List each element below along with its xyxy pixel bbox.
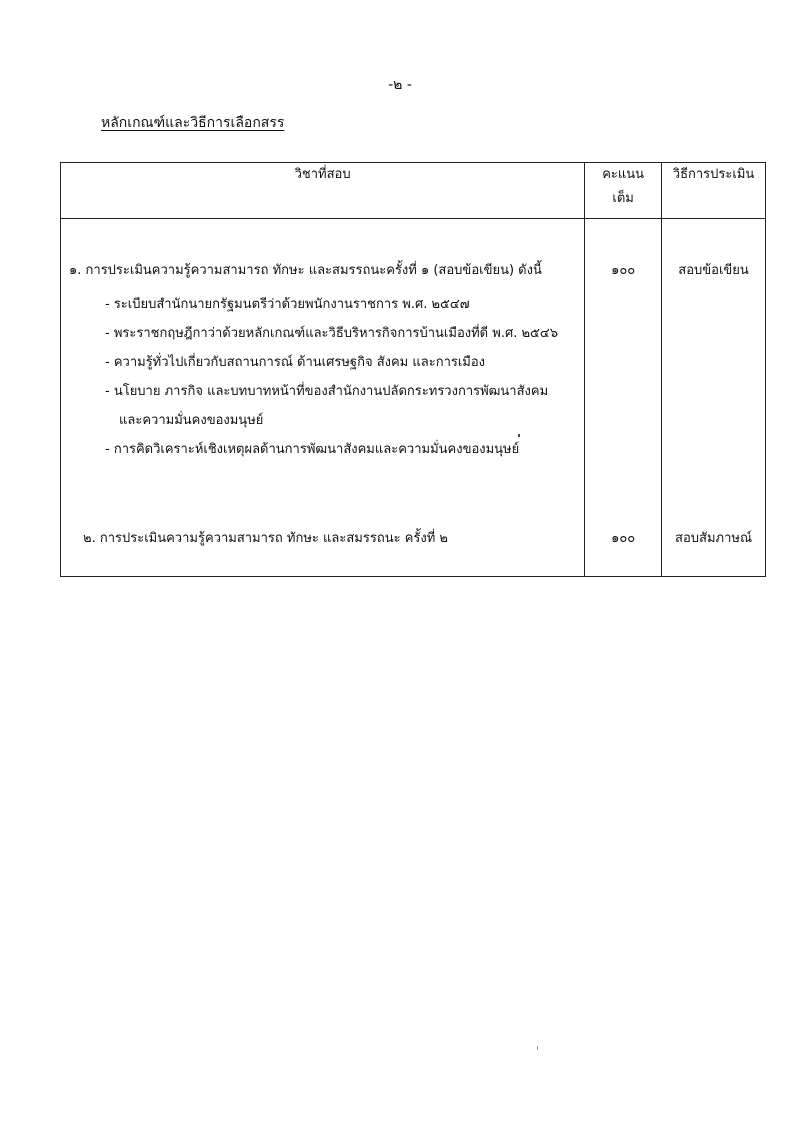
- list-item: - การคิดวิเคราะห์เชิงเหตุผลด้านการพัฒนาสังคมและความมั่นคงของมนุษย์: [105, 442, 520, 457]
- scan-speck: [518, 434, 520, 437]
- item2-score: ๑๐๐: [611, 531, 636, 546]
- header-full-score: [585, 163, 662, 219]
- list-item: - ความรู้ทั่วไปเกี่ยวกับสถานการณ์ ด้านเศรษฐกิจ สังคม และการเมือง: [105, 355, 486, 370]
- item1-bullet-list: [105, 290, 558, 464]
- score-cell: [585, 219, 662, 577]
- header-subject: วิชาที่สอบ: [61, 163, 585, 219]
- item2-method: สอบสัมภาษณ์: [675, 531, 753, 546]
- table-header-row: [61, 163, 766, 219]
- scan-speck: [537, 1046, 538, 1050]
- list-item: - นโยบาย ภารกิจ และบทบาทหน้าที่ของสำนักงานปลัดกระทรวงการพัฒนาสังคม: [105, 384, 549, 399]
- table-body-row: [61, 219, 766, 577]
- item2-title: ๒. การประเมินความรู้ความสามารถ ทักษะ และสมรรถนะ ครั้งที่ ๒: [83, 531, 448, 546]
- header-method: วิธีการประเมิน: [662, 163, 766, 219]
- list-item: - พระราชกฤษฎีกาว่าด้วยหลักเกณฑ์และวิธีบริหารกิจการบ้านเมืองที่ดี พ.ศ. ๒๕๔๖: [105, 326, 558, 341]
- header-full-score-line1: คะแนน: [602, 167, 645, 182]
- section-heading: หลักเกณฑ์และวิธีการเลือกสรร: [101, 115, 285, 131]
- header-full-score-line2: เต็ม: [612, 191, 634, 206]
- subject-cell: [61, 219, 585, 577]
- list-item: - ระเบียบสำนักนายกรัฐมนตรีว่าด้วยพนักงานราชการ พ.ศ. ๒๕๔๗: [105, 297, 470, 312]
- item1-title: ๑. การประเมินความรู้ความสามารถ ทักษะ และสมรรถนะครั้งที่ ๑ (สอบข้อเขียน) ดังนี้: [69, 263, 542, 278]
- continuation-text: และความมั่นคงของมนุษย์: [119, 413, 264, 428]
- selection-criteria-table: [60, 162, 766, 577]
- item1-method: สอบข้อเขียน: [678, 263, 749, 278]
- item1-score: ๑๐๐: [611, 263, 636, 278]
- method-cell: [662, 219, 766, 577]
- page-number: -๒ -: [388, 77, 412, 93]
- list-item-continuation: [105, 406, 558, 435]
